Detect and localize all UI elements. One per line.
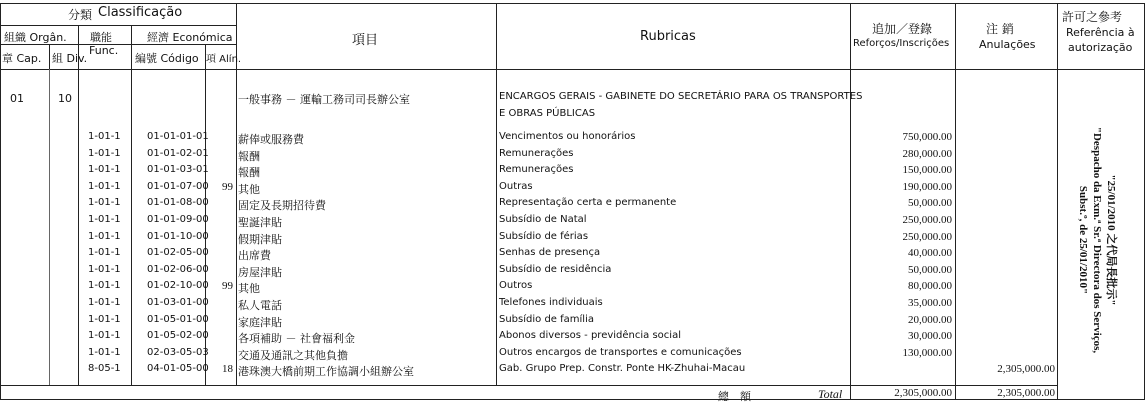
row-pt: Senhas de presença xyxy=(499,247,601,258)
row-codigo: 01-05-01-00 xyxy=(147,314,209,325)
row-zh: 各項補助 － 社會福利金 xyxy=(238,332,355,345)
anulacoes-zh-header: 注 銷 xyxy=(986,22,1014,36)
row-pt: Remunerações xyxy=(499,148,574,159)
row-func: 1-01-1 xyxy=(88,214,121,225)
cap-header: 章 Cap. xyxy=(2,52,42,65)
row-anulacao: 2,305,000.00 xyxy=(997,363,1055,375)
row-zh: 其他 xyxy=(238,183,260,196)
row-zh: 房屋津貼 xyxy=(238,266,282,279)
row-func: 1-01-1 xyxy=(88,330,121,341)
row-alin: 99 xyxy=(222,280,233,292)
row-codigo: 01-01-01-01 xyxy=(147,131,209,142)
row-reforco: 30,000.00 xyxy=(908,330,952,342)
row-func: 8-05-1 xyxy=(88,363,121,374)
row-pt: Telefones individuais xyxy=(499,297,603,308)
row-codigo: 01-01-07-00 xyxy=(147,181,209,192)
row-zh: 私人電話 xyxy=(238,299,282,312)
row-codigo: 01-02-05-00 xyxy=(147,247,209,258)
row-reforco: 80,000.00 xyxy=(908,280,952,292)
row-zh: 薪俸或服務費 xyxy=(238,133,304,146)
total-anulacoes: 2,305,000.00 xyxy=(997,387,1055,399)
row-func: 1-01-1 xyxy=(88,231,121,242)
row-reforco: 50,000.00 xyxy=(908,264,952,276)
group-rubrica-1: ENCARGOS GERAIS - GABINETE DO SECRETÁRIO PARA OS TRANSPORTES xyxy=(499,91,863,102)
row-codigo: 01-02-06-00 xyxy=(147,264,209,275)
reforcos-zh-header: 追加／登錄 xyxy=(872,22,933,36)
row-pt: Outros encargos de transportes e comunicações xyxy=(499,347,742,358)
row-pt: Representação certa e permanente xyxy=(499,197,677,208)
row-pt: Outros xyxy=(499,280,533,291)
row-reforco: 35,000.00 xyxy=(908,297,952,309)
row-codigo: 04-01-05-00 xyxy=(147,363,209,374)
reforcos-header: Reforços/Inscrições xyxy=(853,38,950,49)
row-pt: Abonos diversos - previdência social xyxy=(499,330,681,341)
row-zh: 報酬 xyxy=(238,166,260,179)
funcional-header: Func. xyxy=(89,44,119,57)
row-pt: Subsídio de férias xyxy=(499,231,589,242)
row-codigo: 01-03-01-00 xyxy=(147,297,209,308)
div-header: 組 Div. xyxy=(52,52,88,65)
row-zh: 其他 xyxy=(238,282,260,295)
row-codigo: 01-05-02-00 xyxy=(147,330,209,341)
auth-line-1: "25/01/2010 之代局長批示" xyxy=(1105,174,1117,306)
ref-zh-header: 許可之參考 xyxy=(1062,10,1123,24)
itens-header: 項目 xyxy=(352,33,379,48)
group-cap: 01 xyxy=(10,92,24,105)
row-zh: 報酬 xyxy=(238,150,260,163)
ref-header-2: autorização xyxy=(1068,41,1133,54)
total-label-zh: 總 額 xyxy=(718,390,751,403)
row-zh: 固定及長期招待費 xyxy=(238,199,326,212)
row-reforco: 130,000.00 xyxy=(902,347,952,359)
auth-line-3: Subst.º, de 25/01/2010" xyxy=(1077,185,1089,295)
codigo-header: 編號 Código xyxy=(135,52,199,65)
row-codigo: 01-01-08-00 xyxy=(147,197,209,208)
classification-header: Classificação xyxy=(98,5,183,20)
row-zh: 聖誕津貼 xyxy=(238,216,282,229)
row-codigo: 01-01-02-01 xyxy=(147,148,209,159)
row-pt: Subsídio de residência xyxy=(499,264,612,275)
row-func: 1-01-1 xyxy=(88,280,121,291)
row-reforco: 250,000.00 xyxy=(902,214,952,226)
funcional-zh-header: 職能 xyxy=(90,31,112,44)
total-label: Total xyxy=(818,387,843,401)
row-codigo: 01-01-10-00 xyxy=(147,231,209,242)
row-zh: 家庭津貼 xyxy=(238,316,282,329)
row-func: 1-01-1 xyxy=(88,314,121,325)
row-zh: 港珠澳大橋前期工作協調小組辦公室 xyxy=(238,365,414,378)
row-func: 1-01-1 xyxy=(88,264,121,275)
row-pt: Gab. Grupo Prep. Constr. Ponte HK-Zhuhai-Macau xyxy=(499,363,746,374)
row-reforco: 250,000.00 xyxy=(902,231,952,243)
row-func: 1-01-1 xyxy=(88,247,121,258)
authorization-reference xyxy=(1048,110,1146,370)
row-func: 1-01-1 xyxy=(88,197,121,208)
row-func: 1-01-1 xyxy=(88,297,121,308)
group-item-zh: 一般事務 － 運輸工務司司長辦公室 xyxy=(238,93,410,106)
row-zh: 交通及通訊之其他負擔 xyxy=(238,349,348,362)
group-div: 10 xyxy=(58,92,72,105)
ref-header-1: Referência à xyxy=(1066,26,1135,39)
row-codigo: 02-03-05-03 xyxy=(147,347,209,358)
row-reforco: 50,000.00 xyxy=(908,197,952,209)
row-reforco: 190,000.00 xyxy=(902,181,952,193)
row-alin: 99 xyxy=(222,181,233,193)
row-zh: 出席費 xyxy=(238,249,271,262)
row-codigo: 01-01-09-00 xyxy=(147,214,209,225)
auth-line-2: "Despacho da Exm.ª Sr.ª Directora dos Serviços, xyxy=(1091,126,1103,354)
total-reforcos: 2,305,000.00 xyxy=(894,387,952,399)
row-pt: Subsídio de Natal xyxy=(499,214,587,225)
row-reforco: 150,000.00 xyxy=(902,164,952,176)
row-reforco: 750,000.00 xyxy=(902,131,952,143)
anulacoes-header: Anulações xyxy=(979,38,1036,51)
row-codigo: 01-02-10-00 xyxy=(147,280,209,291)
row-reforco: 40,000.00 xyxy=(908,247,952,259)
row-alin: 18 xyxy=(222,363,233,375)
alin-header: 項 Alín. xyxy=(206,54,242,65)
row-func: 1-01-1 xyxy=(88,347,121,358)
row-pt: Remunerações xyxy=(499,164,574,175)
row-pt: Subsídio de família xyxy=(499,314,594,325)
row-pt: Vencimentos ou honorários xyxy=(499,131,636,142)
classification-zh-header: 分類 xyxy=(68,8,93,22)
row-func: 1-01-1 xyxy=(88,148,121,159)
organica-header: 組織 Orgân. xyxy=(4,31,67,44)
row-reforco: 20,000.00 xyxy=(908,314,952,326)
row-func: 1-01-1 xyxy=(88,164,121,175)
row-pt: Outras xyxy=(499,181,533,192)
row-func: 1-01-1 xyxy=(88,131,121,142)
group-rubrica-2: E OBRAS PÚBLICAS xyxy=(499,108,596,119)
economica-header: 經濟 Económica xyxy=(147,31,233,44)
row-zh: 假期津貼 xyxy=(238,233,282,246)
row-func: 1-01-1 xyxy=(88,181,121,192)
row-reforco: 280,000.00 xyxy=(902,148,952,160)
row-codigo: 01-01-03-01 xyxy=(147,164,209,175)
rubricas-header: Rubricas xyxy=(640,29,696,44)
